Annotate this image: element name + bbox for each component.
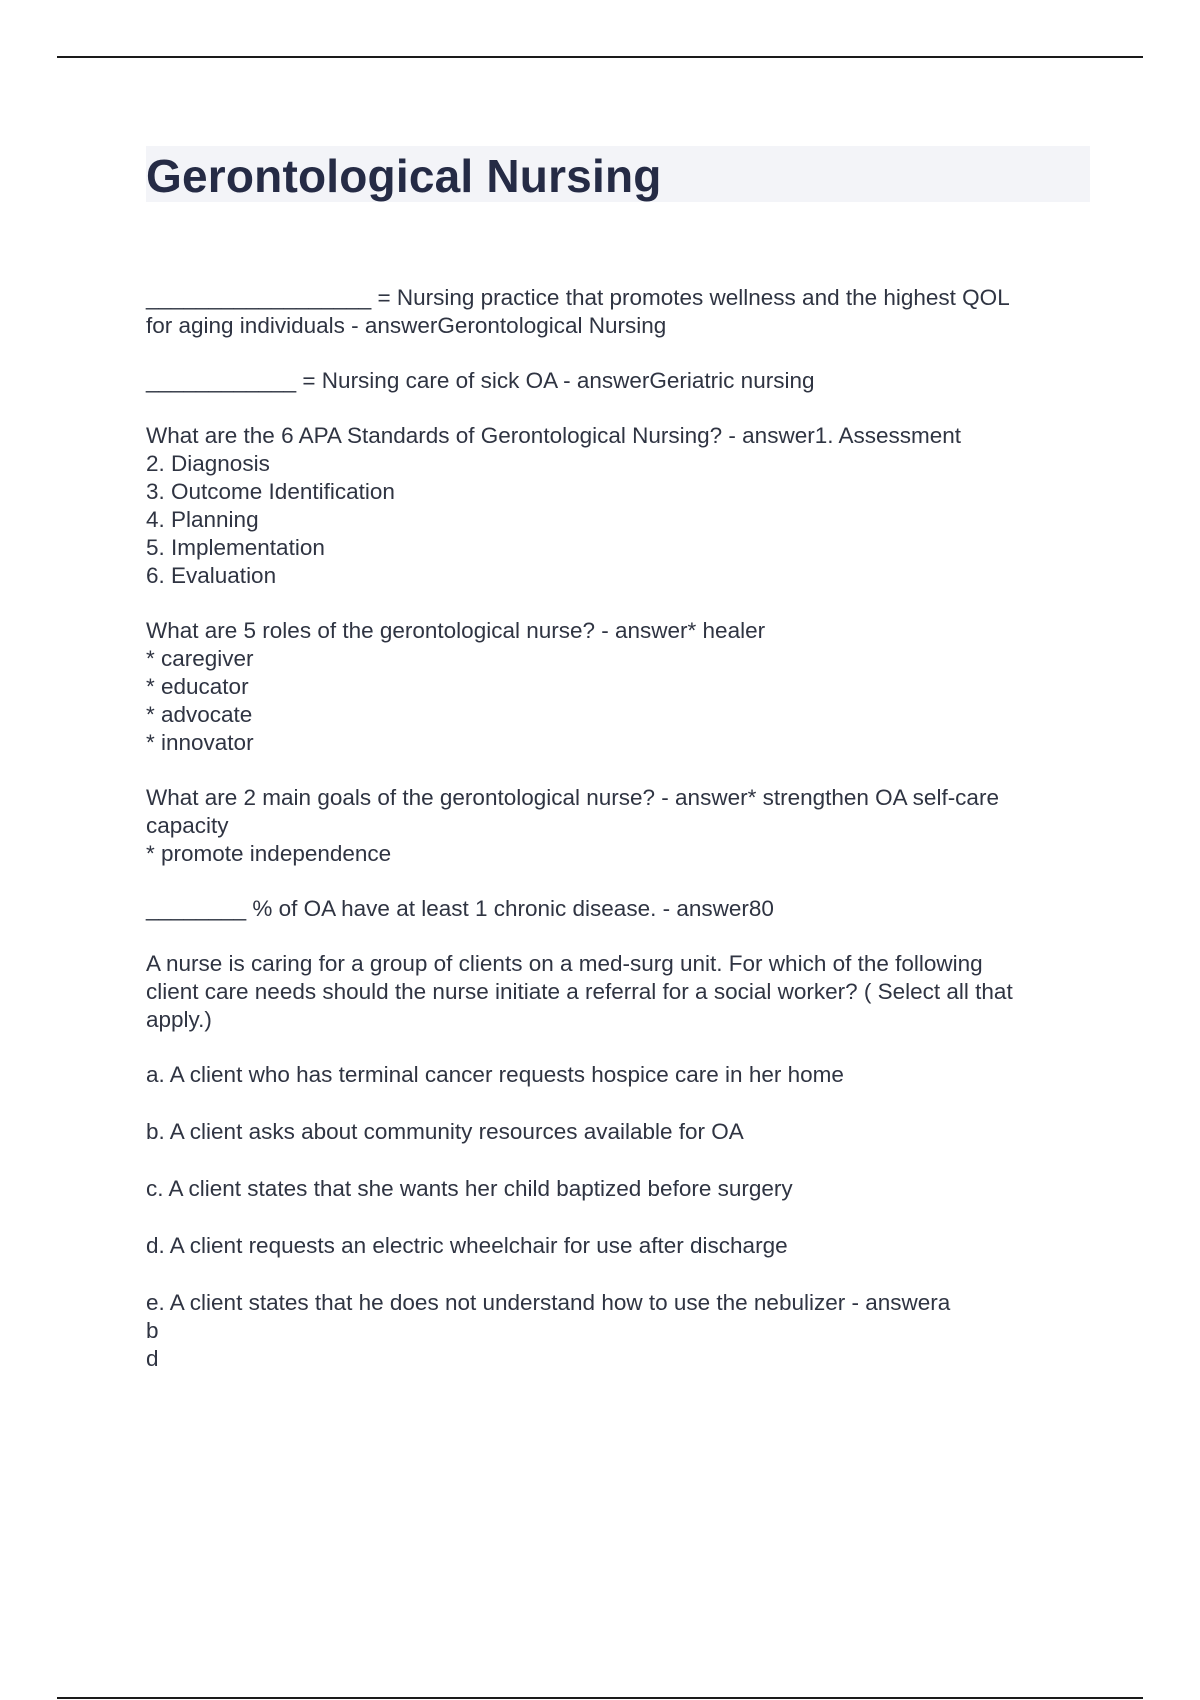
option-a: a. A client who has terminal cancer requests hospice care in her home — [146, 1062, 844, 1087]
option-c: c. A client states that she wants her child baptized before surgery — [146, 1176, 793, 1201]
bottom-rule — [57, 1697, 1143, 1699]
option-e-with-answer: e. A client states that he does not understand how to use the nebulizer - answera b d — [146, 1290, 951, 1371]
option-d: d. A client requests an electric wheelchair for use after discharge — [146, 1233, 788, 1258]
title-band — [146, 146, 1090, 202]
flashcard-list — [146, 284, 1090, 1373]
top-rule — [57, 56, 1143, 58]
flashcard-chronic-disease: ________ % of OA have at least 1 chronic disease. - answer80 — [146, 896, 774, 921]
flashcard-social-worker-question: A nurse is caring for a group of clients on a med-surg unit. For which of the following client care needs should the nurse initiate a referral for a social worker? ( Select all that apply.) — [146, 951, 1013, 1032]
flashcard-nurse-roles: What are 5 roles of the gerontological nurse? - answer* healer * caregiver * educator * advocate * innovator — [146, 618, 766, 755]
flashcard-nurse-goals: What are 2 main goals of the gerontological nurse? - answer* strengthen OA self-care capacity * promote independence — [146, 785, 999, 866]
page-title: Gerontological Nursing — [146, 150, 662, 202]
document-body — [146, 146, 1090, 1402]
flashcard-gerontological-definition: __________________ = Nursing practice that promotes wellness and the highest QOL for aging individuals - answerGerontological Nursing — [146, 285, 1010, 338]
option-b: b. A client asks about community resources available for OA — [146, 1119, 744, 1144]
flashcard-geriatric-definition: ____________ = Nursing care of sick OA - answerGeriatric nursing — [146, 368, 815, 393]
flashcard-apa-standards: What are the 6 APA Standards of Gerontological Nursing? - answer1. Assessment 2. Diagnosis 3. Outcome Identification 4. Planning 5. Implementation 6. Evaluation — [146, 423, 962, 588]
